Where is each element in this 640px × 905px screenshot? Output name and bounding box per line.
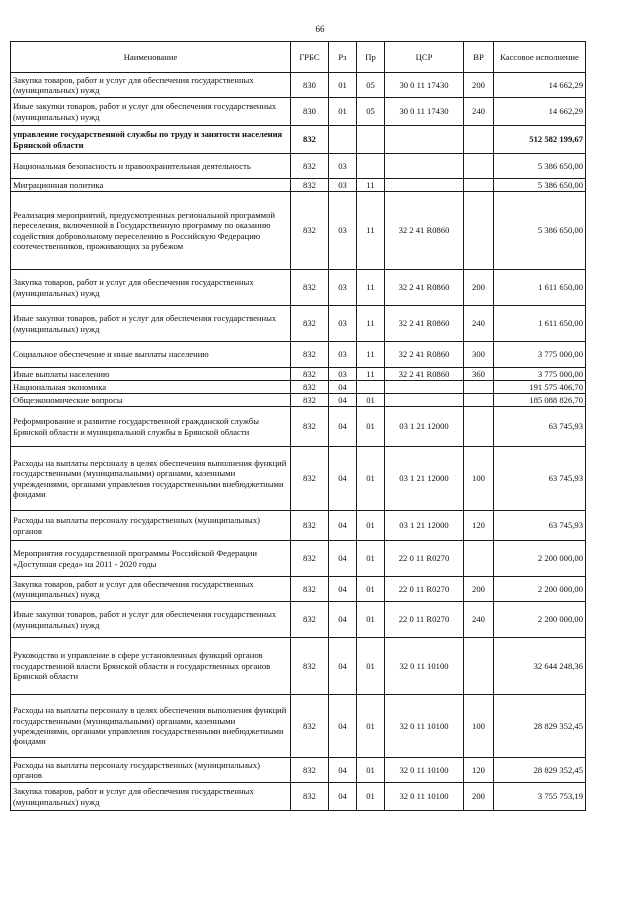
cell-name: Закупка товаров, работ и услуг для обеспечения государственных (муниципальных) нужд bbox=[11, 577, 291, 602]
cell-vr bbox=[464, 638, 494, 695]
table-row bbox=[11, 270, 586, 306]
cell-rz: 03 bbox=[329, 192, 357, 270]
cell-amount: 5 386 650,00 bbox=[494, 154, 586, 179]
cell-pr: 11 bbox=[357, 192, 385, 270]
cell-csr bbox=[385, 126, 464, 154]
table-row bbox=[11, 342, 586, 368]
cell-csr bbox=[385, 394, 464, 407]
table-row bbox=[11, 447, 586, 511]
cell-vr bbox=[464, 154, 494, 179]
cell-csr: 30 0 11 17430 bbox=[385, 73, 464, 98]
cell-rz: 03 bbox=[329, 179, 357, 192]
cell-name: Закупка товаров, работ и услуг для обеспечения государственных (муниципальных) нужд bbox=[11, 73, 291, 98]
cell-vr bbox=[464, 541, 494, 577]
cell-pr: 01 bbox=[357, 511, 385, 541]
table-row bbox=[11, 381, 586, 394]
table-row bbox=[11, 368, 586, 381]
cell-vr: 100 bbox=[464, 447, 494, 511]
cell-grbs: 832 bbox=[291, 154, 329, 179]
cell-vr: 240 bbox=[464, 98, 494, 126]
cell-vr: 100 bbox=[464, 695, 494, 758]
table-row bbox=[11, 577, 586, 602]
cell-rz: 03 bbox=[329, 342, 357, 368]
cell-pr: 01 bbox=[357, 695, 385, 758]
cell-grbs: 832 bbox=[291, 602, 329, 638]
header-amount: Кассовое исполнение bbox=[494, 42, 586, 73]
cell-grbs: 832 bbox=[291, 381, 329, 394]
cell-amount: 512 582 199,67 bbox=[494, 126, 586, 154]
cell-pr: 01 bbox=[357, 541, 385, 577]
cell-grbs: 832 bbox=[291, 541, 329, 577]
cell-name: Общеэкономические вопросы bbox=[11, 394, 291, 407]
cell-csr: 32 0 11 10100 bbox=[385, 758, 464, 783]
cell-name: Национальная безопасность и правоохранительная деятельность bbox=[11, 154, 291, 179]
cell-name: Иные закупки товаров, работ и услуг для обеспечения государственных (муниципальных) нужд bbox=[11, 98, 291, 126]
cell-rz: 04 bbox=[329, 511, 357, 541]
cell-vr bbox=[464, 179, 494, 192]
table-row bbox=[11, 73, 586, 98]
cell-rz: 04 bbox=[329, 407, 357, 447]
cell-rz: 01 bbox=[329, 98, 357, 126]
cell-amount: 2 200 000,00 bbox=[494, 541, 586, 577]
cell-grbs: 832 bbox=[291, 783, 329, 811]
cell-rz: 04 bbox=[329, 381, 357, 394]
cell-csr: 30 0 11 17430 bbox=[385, 98, 464, 126]
cell-pr: 11 bbox=[357, 306, 385, 342]
budget-execution-table bbox=[10, 41, 586, 811]
header-grbs: ГРБС bbox=[291, 42, 329, 73]
cell-name: Иные закупки товаров, работ и услуг для обеспечения государственных (муниципальных) нужд bbox=[11, 306, 291, 342]
cell-amount: 5 386 650,00 bbox=[494, 192, 586, 270]
cell-rz: 04 bbox=[329, 758, 357, 783]
cell-grbs: 832 bbox=[291, 126, 329, 154]
cell-pr: 01 bbox=[357, 602, 385, 638]
cell-pr: 05 bbox=[357, 73, 385, 98]
cell-grbs: 832 bbox=[291, 342, 329, 368]
cell-vr bbox=[464, 394, 494, 407]
cell-amount: 63 745,93 bbox=[494, 511, 586, 541]
cell-vr: 240 bbox=[464, 306, 494, 342]
cell-pr: 01 bbox=[357, 394, 385, 407]
cell-name: Расходы на выплаты персоналу в целях обеспечения выполнения функций государственными (муниципальными) органами, казенными учреждениями, органами управления государственными внебюджетными фондами bbox=[11, 695, 291, 758]
cell-csr: 32 0 11 10100 bbox=[385, 783, 464, 811]
cell-name: Расходы на выплаты персоналу государственных (муниципальных) органов bbox=[11, 511, 291, 541]
cell-rz: 04 bbox=[329, 541, 357, 577]
table-row bbox=[11, 306, 586, 342]
cell-vr: 120 bbox=[464, 758, 494, 783]
cell-amount: 14 662,29 bbox=[494, 98, 586, 126]
cell-vr: 300 bbox=[464, 342, 494, 368]
cell-rz: 04 bbox=[329, 577, 357, 602]
cell-amount: 3 775 000,00 bbox=[494, 368, 586, 381]
cell-grbs: 832 bbox=[291, 306, 329, 342]
cell-name: Закупка товаров, работ и услуг для обеспечения государственных (муниципальных) нужд bbox=[11, 270, 291, 306]
cell-pr: 01 bbox=[357, 577, 385, 602]
cell-name: Реализация мероприятий, предусмотренных региональной программой переселения, включенной в Государственную программу по оказанию содействия добровольному переселению в Российскую Федерацию соотечественников, проживающих за рубежом bbox=[11, 192, 291, 270]
table-row bbox=[11, 541, 586, 577]
cell-amount: 5 386 650,00 bbox=[494, 179, 586, 192]
cell-csr: 03 1 21 12000 bbox=[385, 447, 464, 511]
cell-csr: 03 1 21 12000 bbox=[385, 407, 464, 447]
cell-vr: 240 bbox=[464, 602, 494, 638]
cell-grbs: 832 bbox=[291, 270, 329, 306]
table-row bbox=[11, 154, 586, 179]
cell-name: Расходы на выплаты персоналу в целях обеспечения выполнения функций государственными (муниципальными) органами, казенными учреждениями, органами управления государственными внебюджетными фондами bbox=[11, 447, 291, 511]
cell-vr: 200 bbox=[464, 270, 494, 306]
header-vr: ВР bbox=[464, 42, 494, 73]
cell-name: Расходы на выплаты персоналу государственных (муниципальных) органов bbox=[11, 758, 291, 783]
cell-grbs: 830 bbox=[291, 98, 329, 126]
cell-vr bbox=[464, 126, 494, 154]
cell-csr: 32 0 11 10100 bbox=[385, 638, 464, 695]
cell-pr: 01 bbox=[357, 407, 385, 447]
cell-csr: 03 1 21 12000 bbox=[385, 511, 464, 541]
cell-csr: 32 2 41 R0860 bbox=[385, 368, 464, 381]
cell-vr: 120 bbox=[464, 511, 494, 541]
header-name: Наименование bbox=[11, 42, 291, 73]
cell-name: Миграционная политика bbox=[11, 179, 291, 192]
cell-vr bbox=[464, 407, 494, 447]
table-row bbox=[11, 695, 586, 758]
cell-amount: 3 755 753,19 bbox=[494, 783, 586, 811]
cell-vr: 200 bbox=[464, 783, 494, 811]
cell-amount: 28 829 352,45 bbox=[494, 758, 586, 783]
cell-amount: 191 575 406,70 bbox=[494, 381, 586, 394]
cell-grbs: 832 bbox=[291, 638, 329, 695]
cell-rz: 03 bbox=[329, 270, 357, 306]
cell-pr: 11 bbox=[357, 270, 385, 306]
table-row bbox=[11, 407, 586, 447]
cell-amount: 2 200 000,00 bbox=[494, 602, 586, 638]
cell-pr: 01 bbox=[357, 783, 385, 811]
cell-name: Национальная экономика bbox=[11, 381, 291, 394]
cell-rz: 03 bbox=[329, 154, 357, 179]
cell-amount: 32 644 248,36 bbox=[494, 638, 586, 695]
cell-grbs: 832 bbox=[291, 192, 329, 270]
cell-amount: 185 088 826,70 bbox=[494, 394, 586, 407]
cell-rz: 03 bbox=[329, 306, 357, 342]
cell-vr: 200 bbox=[464, 577, 494, 602]
cell-grbs: 832 bbox=[291, 407, 329, 447]
table-row bbox=[11, 602, 586, 638]
cell-grbs: 832 bbox=[291, 695, 329, 758]
cell-amount: 3 775 000,00 bbox=[494, 342, 586, 368]
cell-rz bbox=[329, 126, 357, 154]
page-number: 66 bbox=[315, 24, 325, 34]
cell-name: Иные закупки товаров, работ и услуг для обеспечения государственных (муниципальных) нужд bbox=[11, 602, 291, 638]
cell-rz: 03 bbox=[329, 368, 357, 381]
cell-csr bbox=[385, 381, 464, 394]
cell-pr bbox=[357, 154, 385, 179]
cell-grbs: 832 bbox=[291, 511, 329, 541]
cell-rz: 04 bbox=[329, 394, 357, 407]
cell-pr: 01 bbox=[357, 758, 385, 783]
cell-name: Руководство и управление в сфере установленных функций органов государственной власти Брянской области и государственных органов Брянской области bbox=[11, 638, 291, 695]
cell-pr: 01 bbox=[357, 638, 385, 695]
cell-amount: 2 200 000,00 bbox=[494, 577, 586, 602]
cell-grbs: 832 bbox=[291, 368, 329, 381]
header-csr: ЦСР bbox=[385, 42, 464, 73]
cell-amount: 1 611 650,00 bbox=[494, 270, 586, 306]
cell-pr bbox=[357, 126, 385, 154]
cell-grbs: 830 bbox=[291, 73, 329, 98]
cell-name: Социальное обеспечение и иные выплаты населению bbox=[11, 342, 291, 368]
cell-grbs: 832 bbox=[291, 447, 329, 511]
cell-grbs: 832 bbox=[291, 394, 329, 407]
cell-vr: 200 bbox=[464, 73, 494, 98]
table-row bbox=[11, 783, 586, 811]
cell-pr: 11 bbox=[357, 342, 385, 368]
cell-amount: 63 745,93 bbox=[494, 407, 586, 447]
cell-csr: 32 2 41 R0860 bbox=[385, 270, 464, 306]
cell-pr bbox=[357, 381, 385, 394]
cell-rz: 04 bbox=[329, 783, 357, 811]
cell-name: Иные выплаты населению bbox=[11, 368, 291, 381]
cell-pr: 11 bbox=[357, 179, 385, 192]
cell-rz: 04 bbox=[329, 695, 357, 758]
cell-name: Закупка товаров, работ и услуг для обеспечения государственных (муниципальных) нужд bbox=[11, 783, 291, 811]
cell-vr: 360 bbox=[464, 368, 494, 381]
cell-csr bbox=[385, 179, 464, 192]
cell-pr: 01 bbox=[357, 447, 385, 511]
cell-csr bbox=[385, 154, 464, 179]
table-row bbox=[11, 511, 586, 541]
cell-rz: 04 bbox=[329, 447, 357, 511]
cell-csr: 32 2 41 R0860 bbox=[385, 342, 464, 368]
cell-grbs: 832 bbox=[291, 758, 329, 783]
table-row bbox=[11, 758, 586, 783]
cell-pr: 11 bbox=[357, 368, 385, 381]
cell-csr: 32 0 11 10100 bbox=[385, 695, 464, 758]
cell-grbs: 832 bbox=[291, 577, 329, 602]
table-row bbox=[11, 638, 586, 695]
table-header-row bbox=[11, 42, 586, 73]
cell-rz: 01 bbox=[329, 73, 357, 98]
cell-name: управление государственной службы по труду и занятости населения Брянской области bbox=[11, 126, 291, 154]
cell-vr bbox=[464, 192, 494, 270]
cell-pr: 05 bbox=[357, 98, 385, 126]
cell-csr: 22 0 11 R0270 bbox=[385, 602, 464, 638]
cell-name: Реформирование и развитие государственной гражданской службы Брянской области и муниципальной службы в Брянской области bbox=[11, 407, 291, 447]
cell-vr bbox=[464, 381, 494, 394]
cell-name: Мероприятия государственной программы Российской Федерации «Доступная среда» на 2011 - 2020 годы bbox=[11, 541, 291, 577]
cell-csr: 32 2 41 R0860 bbox=[385, 306, 464, 342]
cell-rz: 04 bbox=[329, 602, 357, 638]
cell-amount: 63 745,93 bbox=[494, 447, 586, 511]
table-row bbox=[11, 126, 586, 154]
table-row bbox=[11, 179, 586, 192]
table-row bbox=[11, 98, 586, 126]
cell-csr: 22 0 11 R0270 bbox=[385, 577, 464, 602]
header-pr: Пр bbox=[357, 42, 385, 73]
cell-grbs: 832 bbox=[291, 179, 329, 192]
table-row bbox=[11, 394, 586, 407]
cell-amount: 14 662,29 bbox=[494, 73, 586, 98]
header-rz: Рз bbox=[329, 42, 357, 73]
cell-amount: 1 611 650,00 bbox=[494, 306, 586, 342]
cell-csr: 22 0 11 R0270 bbox=[385, 541, 464, 577]
cell-amount: 28 829 352,45 bbox=[494, 695, 586, 758]
table-row bbox=[11, 192, 586, 270]
cell-rz: 04 bbox=[329, 638, 357, 695]
cell-csr: 32 2 41 R0860 bbox=[385, 192, 464, 270]
